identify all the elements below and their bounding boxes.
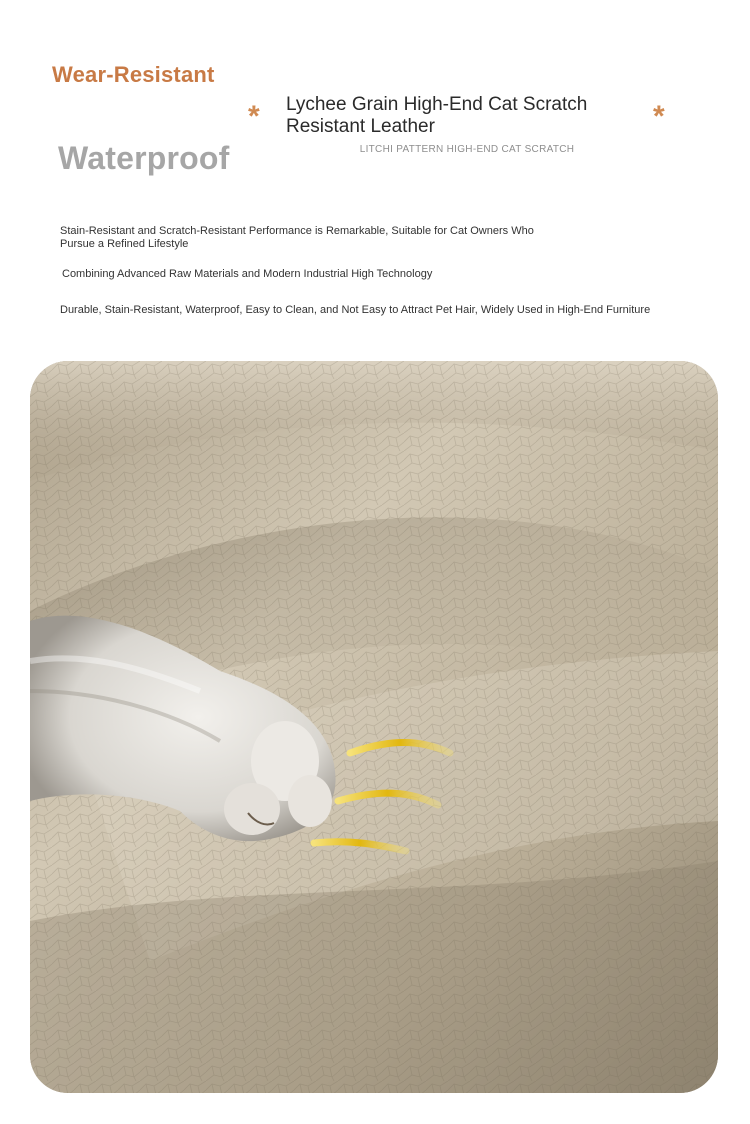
description-line-2: Combining Advanced Raw Materials and Modern Industrial High Technology xyxy=(62,268,433,280)
product-title: Lychee Grain High-End Cat Scratch Resistant Leather xyxy=(286,94,588,137)
leather-cat-paw-photo xyxy=(30,361,718,1093)
wear-resistant-tag: Wear-Resistant xyxy=(52,62,215,87)
description-line-3: Durable, Stain-Resistant, Waterproof, Easy to Clean, and Not Easy to Attract Pet Hair, Widely Used in High-End Furniture xyxy=(60,304,651,316)
description-line-1: Stain-Resistant and Scratch-Resistant Performance is Remarkable, Suitable for Cat Owners Who Pursue a Refined Lifestyle xyxy=(60,225,534,250)
product-subtitle: LITCHI PATTERN HIGH-END CAT SCRATCH xyxy=(359,144,575,155)
waterproof-tag: Waterproof xyxy=(58,140,230,176)
star-icon-left: * xyxy=(248,100,260,133)
star-icon-right: * xyxy=(653,100,665,133)
